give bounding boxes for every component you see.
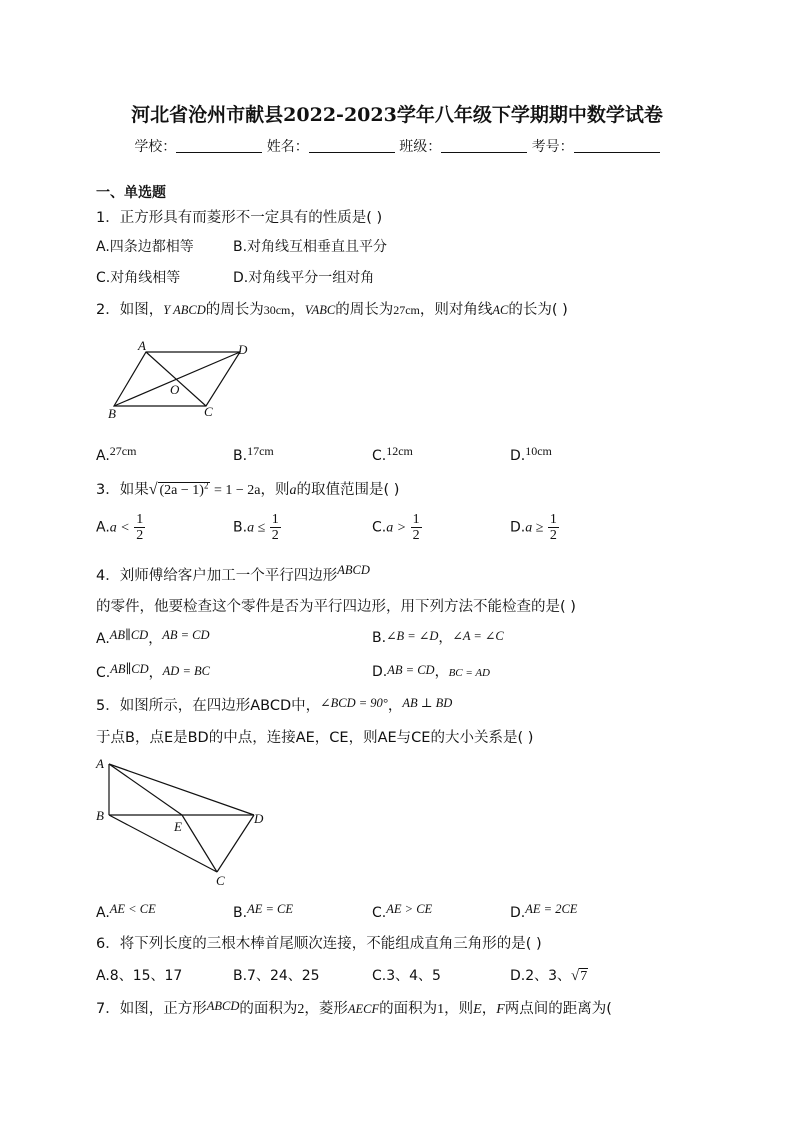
fraction xyxy=(548,512,559,543)
q2-option-d xyxy=(510,444,552,464)
q1-stem: 1．正方形具有而菱形不一定具有的性质是( ) xyxy=(96,210,383,226)
q4-option-a xyxy=(96,627,210,648)
sqrt-sign: √ xyxy=(148,481,158,498)
q3-option-d xyxy=(510,512,559,543)
q5-option-d xyxy=(510,902,577,921)
option-text: D.2、3、 xyxy=(510,968,572,984)
q7-rhombus-symbol: AECF xyxy=(347,1002,380,1016)
q7-text-2: 的面积为 xyxy=(239,1001,298,1017)
option-value: a < xyxy=(109,520,130,536)
option-letter: A. xyxy=(96,631,110,647)
q2-option-a xyxy=(96,444,136,464)
segment-ae xyxy=(109,764,182,815)
class-label: 班级： xyxy=(399,139,442,155)
q6-option-c: C.3、4、5 xyxy=(372,968,441,984)
label-c: C xyxy=(216,873,225,888)
q5-option-c xyxy=(372,902,432,921)
fraction xyxy=(411,512,422,543)
fraction xyxy=(134,512,145,543)
option-sep: ， xyxy=(434,664,449,680)
numerator: 1 xyxy=(412,512,420,527)
label-d: D xyxy=(238,342,248,357)
segment-dc xyxy=(217,815,254,872)
denominator: 2 xyxy=(136,528,144,543)
q2-perimeter-value: 30cm xyxy=(263,303,291,317)
q5-condition-1: ∠BCD = 90° xyxy=(320,696,388,710)
denominator: 2 xyxy=(412,528,420,543)
q1-option-a: A.四条边都相等 xyxy=(96,239,194,255)
number-blank xyxy=(574,138,660,153)
option-letter: A. xyxy=(96,448,110,464)
q7-text-1: 7．如图，正方形 xyxy=(96,1001,207,1017)
option-letter: C. xyxy=(96,665,111,681)
q5-stem-line2: 于点B，点E是BD的中点，连接AE，CE，则AE与CE的大小关系是( ) xyxy=(96,730,534,746)
q5-option-b xyxy=(233,902,293,921)
option-value: 17cm xyxy=(247,444,274,458)
q2-parallelogram-figure xyxy=(100,338,260,420)
q7-stem xyxy=(96,997,612,1018)
label-b: B xyxy=(108,406,116,420)
option-letter: B. xyxy=(233,519,248,536)
q5-condition-2: AB ⊥ BD xyxy=(402,696,453,710)
option-value: a ≥ xyxy=(525,520,544,536)
option-cond-1: AB = CD xyxy=(387,663,435,677)
option-cond-1: AB∥CD xyxy=(110,662,149,676)
q3-text-3: 的取值范围是( ) xyxy=(296,482,400,498)
numerator: 1 xyxy=(271,512,279,527)
option-value: 10cm xyxy=(525,444,552,458)
q1-option-c: C.对角线相等 xyxy=(96,270,181,286)
page-title: 河北省沧州市献县2022-2023学年八年级下学期期中数学试卷 xyxy=(131,104,663,126)
q6-stem: 6．将下列长度的三根木棒首尾顺次连接，不能组成直角三角形的是( ) xyxy=(96,936,542,952)
q2-triangle-perimeter-value: 27cm xyxy=(393,303,420,317)
q6-option-b: B.7、24、25 xyxy=(233,968,320,984)
q4-stem-line1 xyxy=(96,563,370,585)
denominator: 2 xyxy=(549,528,557,543)
q7-text-4: 的面积为 xyxy=(379,1001,438,1017)
option-cond-2: ∠A = ∠C xyxy=(452,629,504,643)
option-value: AE < CE xyxy=(109,902,156,916)
option-letter: D. xyxy=(510,905,526,921)
option-value: 12cm xyxy=(386,444,413,458)
q7-square-symbol: ABCD xyxy=(206,999,240,1013)
q1-option-b: B.对角线互相垂直且平分 xyxy=(233,239,388,255)
q3-variable: a xyxy=(289,483,297,498)
radicand-expr: (2a − 1) xyxy=(159,483,204,498)
option-sep: ， xyxy=(148,631,163,647)
q4-stem-line2: 的零件，他要检查这个零件是否为平行四边形，用下列方法不能检查的是( ) xyxy=(96,599,576,615)
fraction xyxy=(270,512,281,543)
q5-stem-line1 xyxy=(96,694,452,715)
q6-option-d xyxy=(510,965,588,985)
option-cond-1: ∠B = ∠D xyxy=(386,629,439,643)
label-o: O xyxy=(170,382,180,397)
q3-option-c xyxy=(372,512,422,543)
q7-rhombus-area: 1 xyxy=(437,1002,445,1017)
segment-ec xyxy=(182,815,217,872)
q5-quadrilateral-figure xyxy=(92,752,282,892)
q4-option-c xyxy=(96,661,210,682)
q6-option-a: A.8、15、17 xyxy=(96,968,183,984)
diagonal-bd xyxy=(114,352,240,406)
numerator: 1 xyxy=(549,512,557,527)
label-a: A xyxy=(138,338,146,353)
label-a: A xyxy=(96,756,104,771)
option-value: a ≤ xyxy=(247,520,266,536)
option-letter: A. xyxy=(96,519,110,536)
option-value: AE > CE xyxy=(386,902,433,916)
q3-rhs: = 1 − 2a xyxy=(210,483,261,498)
option-sep: ， xyxy=(438,630,453,646)
sqrt-sign: √ xyxy=(571,968,580,984)
option-letter: D. xyxy=(510,448,526,464)
name-blank xyxy=(309,138,395,153)
q2-diagonal-symbol: AC xyxy=(492,303,509,317)
option-value: 27cm xyxy=(109,444,137,458)
option-letter: B. xyxy=(233,448,248,464)
q7-text-3: ，菱形 xyxy=(304,1001,348,1017)
denominator: 2 xyxy=(271,528,279,543)
option-letter: D. xyxy=(372,664,388,680)
q7-text-7: 两点间的距离为( xyxy=(504,1001,612,1017)
student-info-line xyxy=(0,136,794,156)
q4-option-d xyxy=(372,661,490,681)
q3-option-b xyxy=(233,512,281,543)
q2-option-c xyxy=(372,444,413,464)
q3-text-1: 3．如果 xyxy=(96,482,149,498)
option-letter: C. xyxy=(372,905,387,921)
q2-text-2: 的周长为 xyxy=(205,302,264,318)
q4-option-b xyxy=(372,627,504,647)
label-e: E xyxy=(174,819,182,834)
option-value: a > xyxy=(386,520,407,536)
q3-option-a xyxy=(96,512,145,543)
option-value: AE = CE xyxy=(247,902,293,916)
q7-point-f: F xyxy=(496,1002,505,1017)
option-letter: C. xyxy=(372,448,387,464)
q4-symbol: ABCD xyxy=(337,563,370,577)
option-letter: B. xyxy=(372,630,387,646)
q2-text-1: 2．如图， xyxy=(96,302,164,318)
option-cond-2: BC = AD xyxy=(448,667,491,679)
q7-text-5: ，则 xyxy=(444,1001,474,1017)
school-label: 学校： xyxy=(134,139,177,155)
option-letter: C. xyxy=(372,519,387,536)
segment-ad xyxy=(109,764,254,815)
q7-point-e: E xyxy=(473,1002,482,1017)
q5-text-1: 5．如图所示，在四边形ABCD中， xyxy=(96,698,321,714)
label-b: B xyxy=(96,808,104,823)
section-heading: 一、单选题 xyxy=(96,185,166,201)
option-cond-2: AB = CD xyxy=(162,628,210,642)
segment-bc xyxy=(109,815,217,872)
q7-square-area: 2 xyxy=(297,1002,305,1017)
q3-text-2: ，则 xyxy=(260,482,290,498)
option-letter: B. xyxy=(233,905,248,921)
q5-option-a xyxy=(96,902,156,921)
option-value: AE = 2CE xyxy=(525,902,578,916)
q7-text-6: ， xyxy=(481,1001,497,1017)
sqrt-radicand: 7 xyxy=(580,969,588,984)
q2-text-6: 的长为( ) xyxy=(508,302,568,318)
radicand-exponent: 2 xyxy=(203,480,209,491)
q3-stem xyxy=(96,478,399,499)
q4-text-1: 4．刘师傅给客户加工一个平行四边形 xyxy=(96,568,338,584)
class-blank xyxy=(441,138,527,153)
q2-text-5: ，则对角线 xyxy=(419,302,493,318)
label-d: D xyxy=(254,811,264,826)
q2-text-4: 的周长为 xyxy=(335,302,394,318)
q2-text-3: ， xyxy=(290,302,305,318)
q2-parallelogram-symbol: Y ABCD xyxy=(163,303,206,317)
numerator: 1 xyxy=(136,512,144,527)
option-letter: D. xyxy=(510,519,526,536)
option-letter: A. xyxy=(96,905,110,921)
name-label: 姓名： xyxy=(266,139,309,155)
q2-option-b xyxy=(233,444,274,464)
q5-sep: ， xyxy=(387,698,403,714)
option-sep: ， xyxy=(148,665,163,681)
option-cond-1: AB∥CD xyxy=(109,628,149,642)
option-cond-2: AD = BC xyxy=(162,664,210,678)
q2-triangle-symbol: VABC xyxy=(304,303,336,317)
school-blank xyxy=(176,138,262,153)
sqrt-radicand xyxy=(158,482,211,498)
label-c: C xyxy=(204,404,213,419)
number-label: 考号： xyxy=(531,139,574,155)
q1-option-d: D.对角线平分一组对角 xyxy=(233,270,375,286)
q2-stem xyxy=(96,298,568,319)
